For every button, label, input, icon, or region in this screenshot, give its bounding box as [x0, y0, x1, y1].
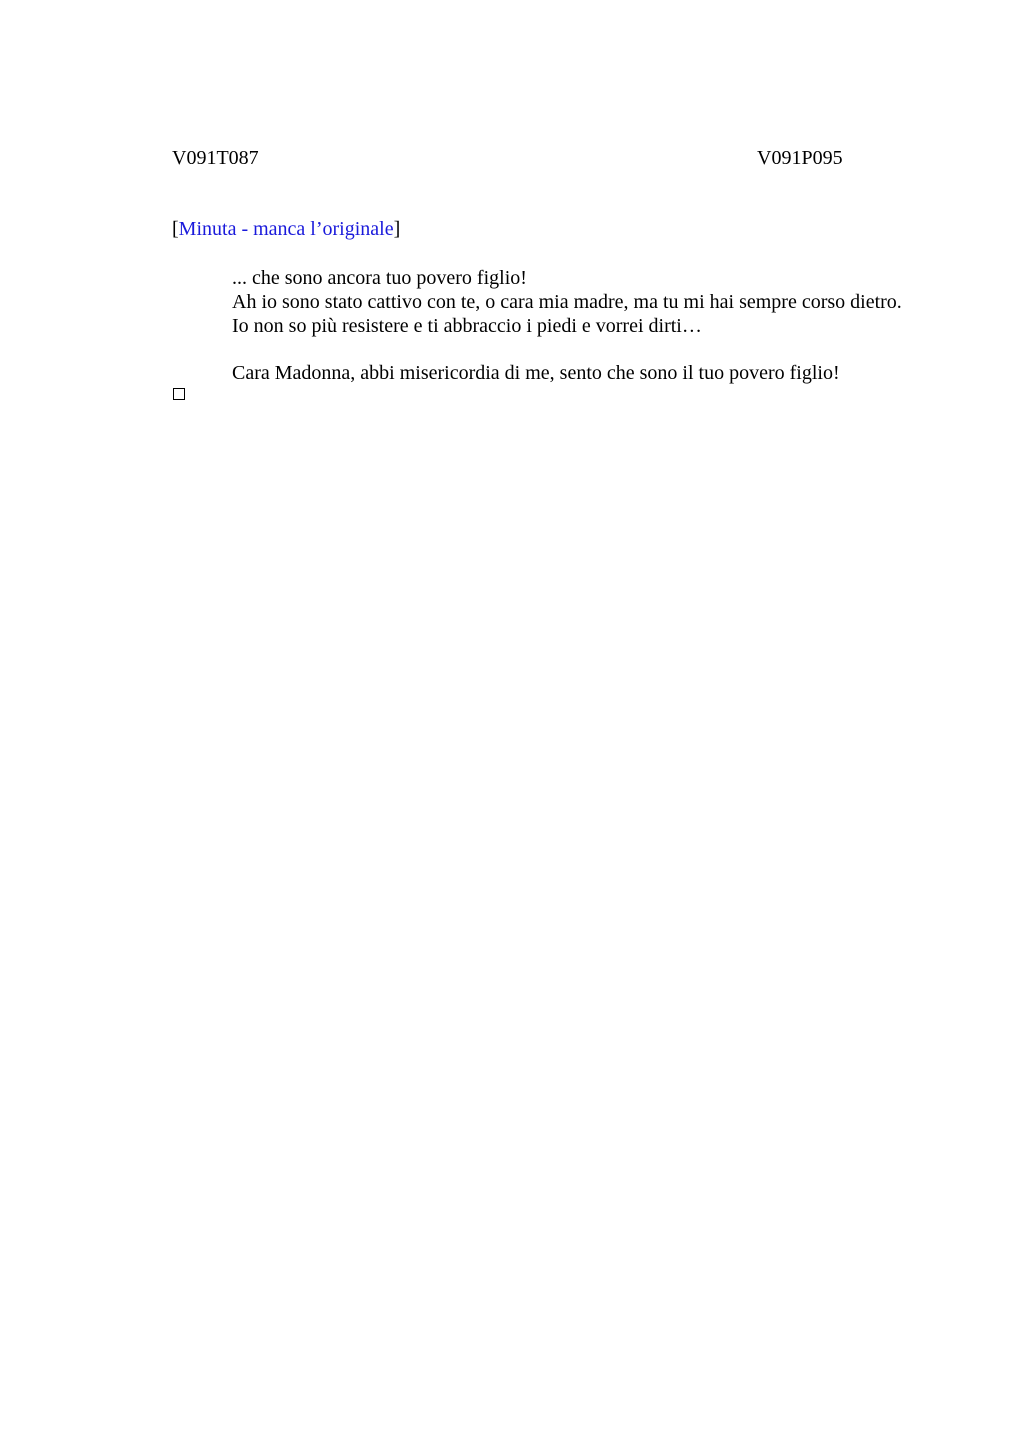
body-line-1: ... che sono ancora tuo povero figlio!: [232, 267, 527, 289]
closing-line: Cara Madonna, abbi misericordia di me, sento che sono il tuo povero figlio!: [232, 362, 840, 384]
document-code-right: V091P095: [757, 147, 843, 169]
note-close-bracket: ]: [393, 218, 401, 240]
empty-square-icon: [173, 388, 185, 400]
body-line-3: Io non so più resistere e ti abbraccio i piedi e vorrei dirti…: [232, 315, 702, 337]
document-code-left: V091T087: [172, 147, 259, 169]
body-line-2: Ah io sono stato cattivo con te, o cara mia madre, ma tu mi hai sempre corso dietro.: [232, 291, 902, 313]
note-open-bracket: [: [172, 218, 179, 240]
note-text: Minuta - manca l’originale: [178, 218, 394, 240]
editorial-note: [172, 217, 400, 241]
